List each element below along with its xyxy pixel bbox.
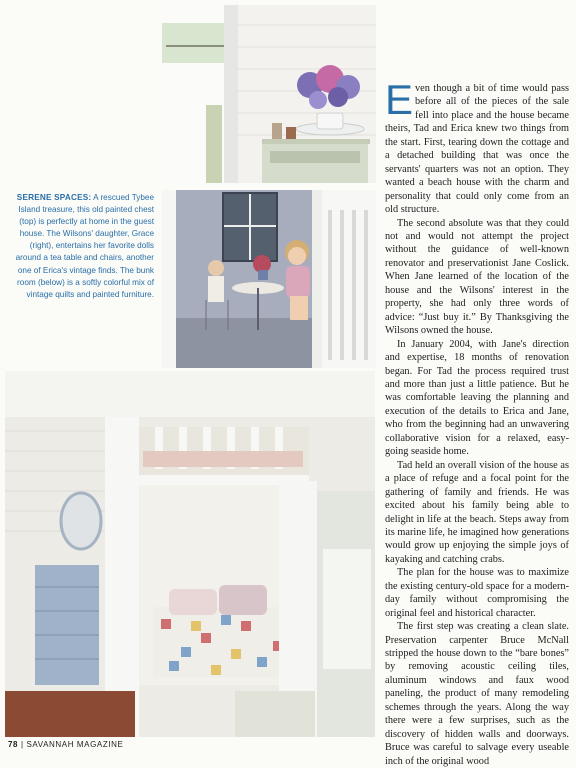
painted-chest-illustration bbox=[162, 5, 376, 183]
article-paragraph: Tad held an overall vision of the house as a place of refuge and a focal point for the gathering of family and friends. He was excited about his family being able to delight in life at the beach. Steps away from its marine life, he imagined how generations would grow up enjoying the simple joys of kayaking and catching crabs. bbox=[385, 459, 569, 565]
photo-painted-chest bbox=[162, 5, 376, 183]
caption-body: A rescued Tybee Island treasure, this old painted chest (top) is perfectly at home in the guest house. The Wilsons' daughter, Grace (right), entertains her favorite dolls around a tea table and chairs, another one of Erica's vintage finds. The bunk room (below) is a softly colorful mix of vintage quilts and painted furniture. bbox=[15, 193, 154, 299]
bunk-room-illustration bbox=[5, 371, 375, 737]
publication-name: SAVANNAH MAGAZINE bbox=[26, 740, 124, 749]
article-body bbox=[385, 76, 569, 768]
article-paragraph: In January 2004, with Jane's direction and expertise, 18 months of renovation began. For Tad the process required trust and more than just a little patience. But he was comfortable leaving the planning and execution of the details to Erica and Jane, who from the beginning had an unwavering collaborative vision for a relaxed, easy-going seaside home. bbox=[385, 338, 569, 458]
photo-caption bbox=[8, 192, 154, 301]
page-footer: 78 | SAVANNAH MAGAZINE bbox=[8, 740, 124, 749]
photo-tea-party-porch bbox=[162, 190, 376, 368]
porch-illustration bbox=[162, 190, 376, 368]
article-paragraph: The second absolute was that they could not and would not attempt the project without the guidance of well-known renovator and preservationist Jane Coslick. When Jane learned of the location of the house and the Wilsons' interest in the property, she had only three words of advice: “Just buy it.” By Thanksgiving the Wilsons owned the house. bbox=[385, 217, 569, 337]
article-paragraph: The plan for the house was to maximize the existing century-old space for a modern-day family without compromising the original feel and historical character. bbox=[385, 567, 569, 619]
page-number: 78 bbox=[8, 740, 19, 749]
drop-cap: E bbox=[385, 76, 414, 123]
caption-lead: SERENE SPACES: bbox=[16, 193, 92, 202]
photo-bunk-room bbox=[5, 371, 375, 737]
article-paragraph: The first step was creating a clean slate. Preservation carpenter Bruce McNall stripped the house down to the “bare bones” by removing acoustic ceiling tiles, aluminum windows and faux wood paneling, the product of many remodeling schemes through the years. Along the way there were a few surprises, such as the discovery of hidden walls and doorways. Bruce was careful to salvage every useable inch of the original wood bbox=[385, 621, 569, 767]
article-paragraph: Even though a bit of time would pass before all of the pieces of the sale fell into place and the house became theirs, Tad and Erica knew two things from the start. First, tearing down the cottage and a detached building that was once the servants' quarters was not an option. They wanted a beach house with the charm and personality that could only come from an old structure. bbox=[385, 76, 569, 216]
